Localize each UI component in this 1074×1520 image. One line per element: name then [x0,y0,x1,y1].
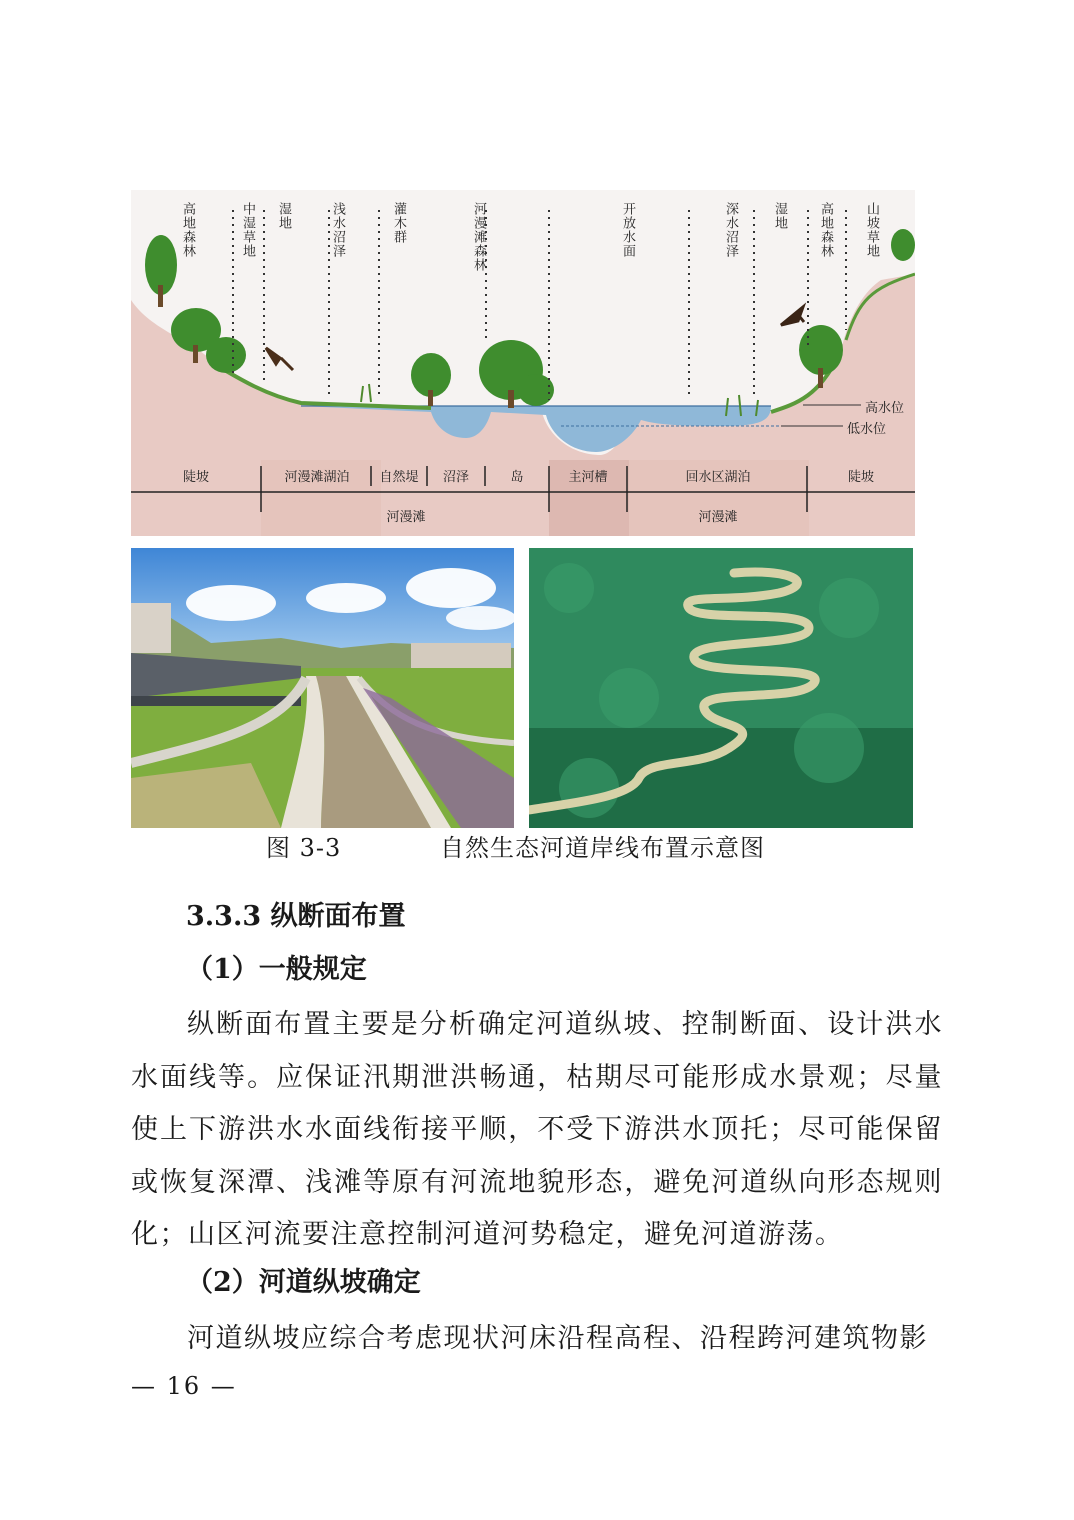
zone-steep-slope-left: 陡坡 [182,470,209,485]
label-low-water-level: 低水位 [847,422,887,437]
label-mesic-meadow: 中湿草地 [240,202,255,258]
paragraph-slope: 河道纵坡应综合考虑现状河床沿程高程、沿程跨河建筑物影 [187,1323,928,1354]
label-shrubs: 灌木群 [391,202,406,244]
river-cross-section-diagram [131,190,915,536]
subsection-heading-slope: （2）河道纵坡确定 [186,1267,421,1298]
zone-main-channel: 主河槽 [568,470,608,485]
zone-floodplain-right: 河漫滩 [698,510,738,525]
label-high-water-level: 高水位 [865,401,905,416]
paragraph-general-rules: 纵断面布置主要是分析确定河道纵坡、控制断面、设计洪水水面线等。应保证汛期泄洪畅通，枯期尽可能形成水景观；尽量使上下游洪水水面线衔接平顺，不受下游洪水顶托；尽可能保留或恢复深潭、浅滩等原有河流地貌形态，避免河道纵向形态规则化；山区河流要注意控制河道河势稳定，避免河道游荡。 [131,1009,943,1250]
zone-island: 岛 [510,470,524,485]
label-shallow-marsh: 浅水沼泽 [330,202,345,258]
label-upland-forest-right: 高地森林 [818,202,833,258]
label-hillside-grassland: 山坡草地 [864,202,879,258]
meandering-river-aerial-photo [529,548,913,828]
section-heading: 3.3.3 纵断面布置 [186,901,406,932]
urban-river-photo [131,548,514,828]
label-open-water: 开放水面 [620,202,635,258]
figure-title: 自然生态河道岸线布置示意图 [440,834,765,862]
page-number: — 16 — [131,1372,237,1400]
label-wetland-right: 湿地 [772,202,787,230]
zone-marsh: 沼泽 [442,470,469,485]
zone-backwater-lake: 回水区湖泊 [685,470,751,485]
subsection-heading-general: （1）一般规定 [186,954,367,985]
zone-natural-levee: 自然堤 [379,470,419,485]
zone-floodplain-lake: 河漫滩湖泊 [284,470,350,485]
label-floodplain-forest: 河漫滩森林 [471,202,486,272]
label-deep-marsh: 深水沼泽 [723,202,738,258]
figure-number: 图 3-3 [266,834,342,862]
label-wetland-left: 湿地 [276,202,291,230]
zone-steep-slope-right: 陡坡 [847,470,874,485]
label-upland-forest-left: 高地森林 [180,202,195,258]
zone-floodplain-left: 河漫滩 [386,510,426,525]
